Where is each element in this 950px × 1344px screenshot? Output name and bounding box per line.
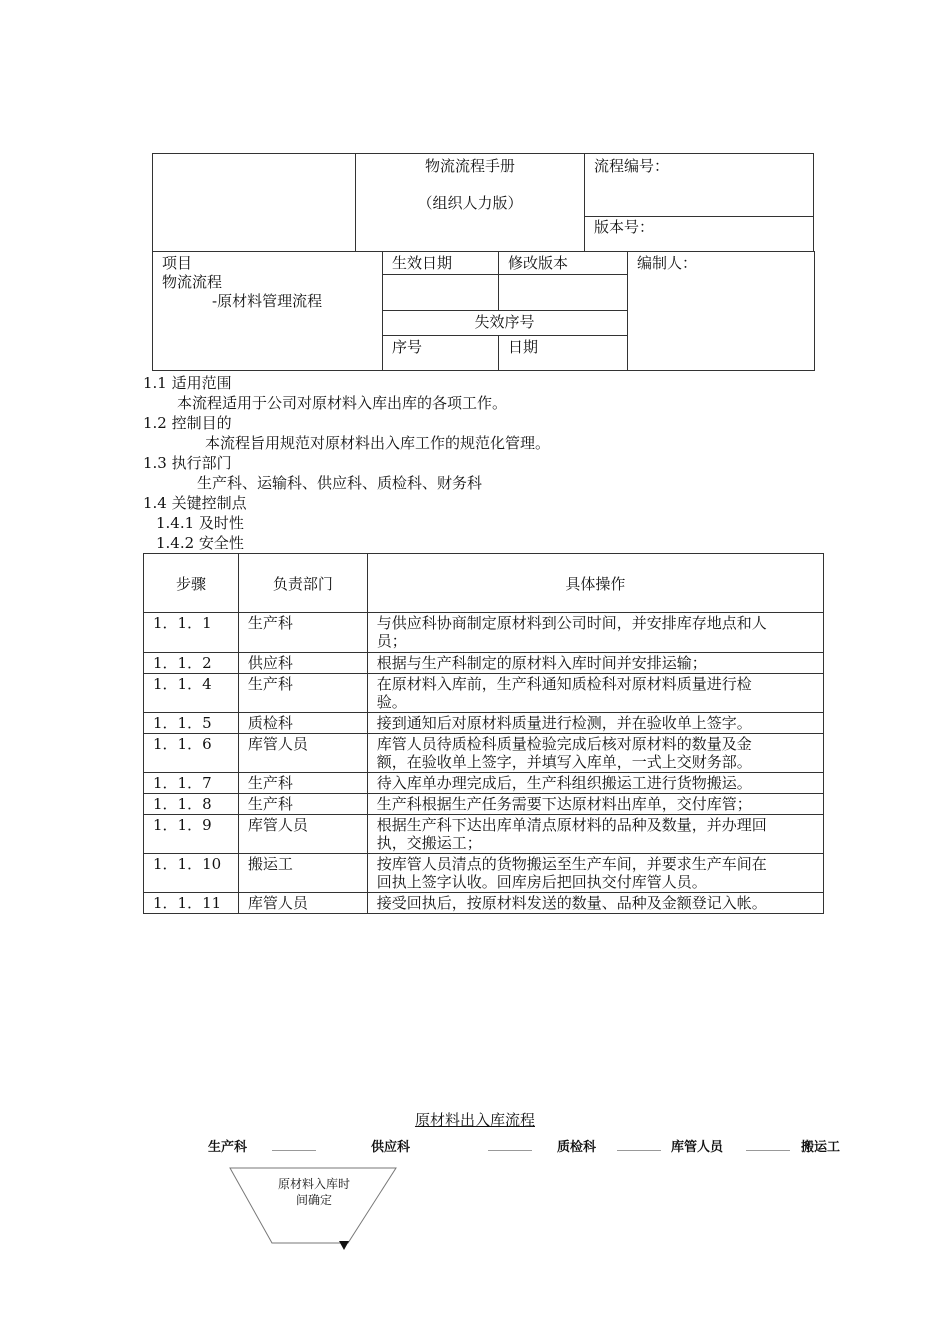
step-cell: 1．1．11 xyxy=(144,893,239,914)
dept-cell: 质检科 xyxy=(238,713,367,734)
process-number-label: 流程编号： xyxy=(594,157,670,175)
table-row xyxy=(144,854,824,893)
operation-cell xyxy=(367,854,823,893)
manual-title-cell xyxy=(356,154,585,252)
step-cell: 1．1．5 xyxy=(144,713,239,734)
section-3-title: 1.3 执行部门 xyxy=(143,454,232,472)
dept-cell: 生产科 xyxy=(238,674,367,713)
divider xyxy=(382,335,627,336)
header-operation: 具体操作 xyxy=(367,554,823,613)
lane-separator xyxy=(488,1150,532,1151)
divider xyxy=(382,274,627,275)
lane-warehouse: 库管人员 xyxy=(671,1140,724,1155)
divider xyxy=(382,251,383,371)
section-4-1: 1.4.1 及时性 xyxy=(156,514,244,532)
table-row xyxy=(144,613,824,653)
dept-cell: 供应科 xyxy=(238,653,367,674)
dept-cell: 库管人员 xyxy=(238,734,367,773)
blank-cell xyxy=(153,154,356,252)
dept-cell: 搬运工 xyxy=(238,854,367,893)
step-cell: 1．1．9 xyxy=(144,815,239,854)
lane-porter: 搬运工 xyxy=(801,1140,841,1155)
dept-cell: 生产科 xyxy=(238,773,367,794)
dept-cell: 库管人员 xyxy=(238,815,367,854)
table-row xyxy=(144,734,824,773)
edition-label: （组织人力版） xyxy=(417,194,523,212)
table-row xyxy=(144,674,824,713)
step-cell: 1．1．8 xyxy=(144,794,239,815)
step-cell: 1．1．10 xyxy=(144,854,239,893)
section-2-body: 本流程旨用规范对原材料出入库工作的规范化管理。 xyxy=(205,434,551,452)
operation-cell: 接到通知后对原材料质量进行检测，并在验收单上签字。 xyxy=(367,713,823,734)
table-row xyxy=(144,893,824,914)
lane-separator xyxy=(272,1150,316,1151)
table-row xyxy=(144,794,824,815)
operation-line: 员； xyxy=(376,632,407,650)
section-1-body: 本流程适用于公司对原材料入库出库的各项工作。 xyxy=(177,394,508,412)
process-name-line2: -原材料管理流程 xyxy=(212,292,323,310)
step-cell: 1．1．2 xyxy=(144,653,239,674)
process-number-cell xyxy=(585,154,814,217)
dept-cell: 库管人员 xyxy=(238,893,367,914)
operation-line: 按库管人员清点的货物搬运至生产车间，并要求生产车间在 xyxy=(376,855,767,873)
start-node-label xyxy=(262,1176,366,1208)
header-lower-box xyxy=(152,251,815,371)
dept-cell: 生产科 xyxy=(238,794,367,815)
operation-cell xyxy=(367,815,823,854)
lane-quality: 质检科 xyxy=(557,1140,597,1155)
version-number-cell xyxy=(585,217,814,252)
divider xyxy=(627,251,628,371)
arrow-down-icon xyxy=(339,1241,349,1250)
process-name-line1: 物流流程 xyxy=(162,273,223,291)
steps-table xyxy=(143,553,824,914)
operation-line: 库管人员待质检科质量检验完成后核对原材料的数量及金 xyxy=(376,735,752,753)
operation-cell: 接受回执后，按原材料发送的数量、品种及金额登记入帐。 xyxy=(367,893,823,914)
section-1-title: 1.1 适用范围 xyxy=(143,374,232,392)
item-label: 项目 xyxy=(162,254,193,272)
start-node-line1: 原材料入库时 xyxy=(277,1177,350,1191)
operation-line: 执，交搬运工； xyxy=(376,834,482,852)
operation-line: 与供应科协商制定原材料到公司时间，并安排库存地点和人 xyxy=(376,614,767,632)
operation-cell xyxy=(367,734,823,773)
manual-title: 物流流程手册 xyxy=(424,157,515,175)
dept-cell: 生产科 xyxy=(238,613,367,653)
table-row xyxy=(144,773,824,794)
divider xyxy=(382,310,627,311)
divider xyxy=(498,251,499,310)
lane-supply: 供应科 xyxy=(371,1140,411,1155)
seq-label: 序号 xyxy=(392,338,423,356)
operation-cell: 根据与生产科制定的原材料入库时间并安排运输； xyxy=(367,653,823,674)
editor-label: 编制人： xyxy=(637,254,698,272)
step-cell: 1．1．1 xyxy=(144,613,239,653)
operation-cell xyxy=(367,613,823,653)
operation-line: 在原材料入库前，生产科通知质检科对原材料质量进行检 xyxy=(376,675,752,693)
start-node-line2: 间确定 xyxy=(295,1193,332,1207)
divider xyxy=(498,335,499,371)
operation-line: 额，在验收单上签字，并填写入库单，一式上交财务部。 xyxy=(376,753,752,771)
operation-line: 回执上签字认收。回库房后把回执交付库管人员。 xyxy=(376,873,707,891)
section-4-2: 1.4.2 安全性 xyxy=(156,534,244,552)
lane-separator xyxy=(746,1150,790,1151)
operation-line: 验。 xyxy=(376,693,407,711)
table-row xyxy=(144,815,824,854)
table-row xyxy=(144,653,824,674)
lane-production: 生产科 xyxy=(208,1140,248,1155)
date-label: 日期 xyxy=(508,338,539,356)
section-3-body: 生产科、运输科、供应科、质检科、财务科 xyxy=(197,474,483,492)
table-row xyxy=(144,713,824,734)
operation-cell: 生产科根据生产任务需要下达原材料出库单，交付库管； xyxy=(367,794,823,815)
table-header-row xyxy=(144,554,824,613)
operation-line: 根据生产科下达出库单清点原材料的品种及数量，并办理回 xyxy=(376,816,767,834)
step-cell: 1．1．4 xyxy=(144,674,239,713)
lane-separator xyxy=(617,1150,661,1151)
step-cell: 1．1．6 xyxy=(144,734,239,773)
step-cell: 1．1．7 xyxy=(144,773,239,794)
effective-date-label: 生效日期 xyxy=(392,254,453,272)
flowchart-title: 原材料出入库流程 xyxy=(414,1111,535,1129)
version-number-label: 版本号： xyxy=(594,218,655,236)
section-2-title: 1.2 控制目的 xyxy=(143,414,232,432)
section-4-title: 1.4 关键控制点 xyxy=(143,494,247,512)
revision-label: 修改版本 xyxy=(508,254,569,272)
document-header-table xyxy=(152,153,814,252)
operation-cell xyxy=(367,674,823,713)
header-step: 步骤 xyxy=(144,554,239,613)
header-dept: 负责部门 xyxy=(238,554,367,613)
operation-cell: 待入库单办理完成后，生产科组织搬运工进行货物搬运。 xyxy=(367,773,823,794)
invalid-seq-label: 失效序号 xyxy=(474,313,535,331)
